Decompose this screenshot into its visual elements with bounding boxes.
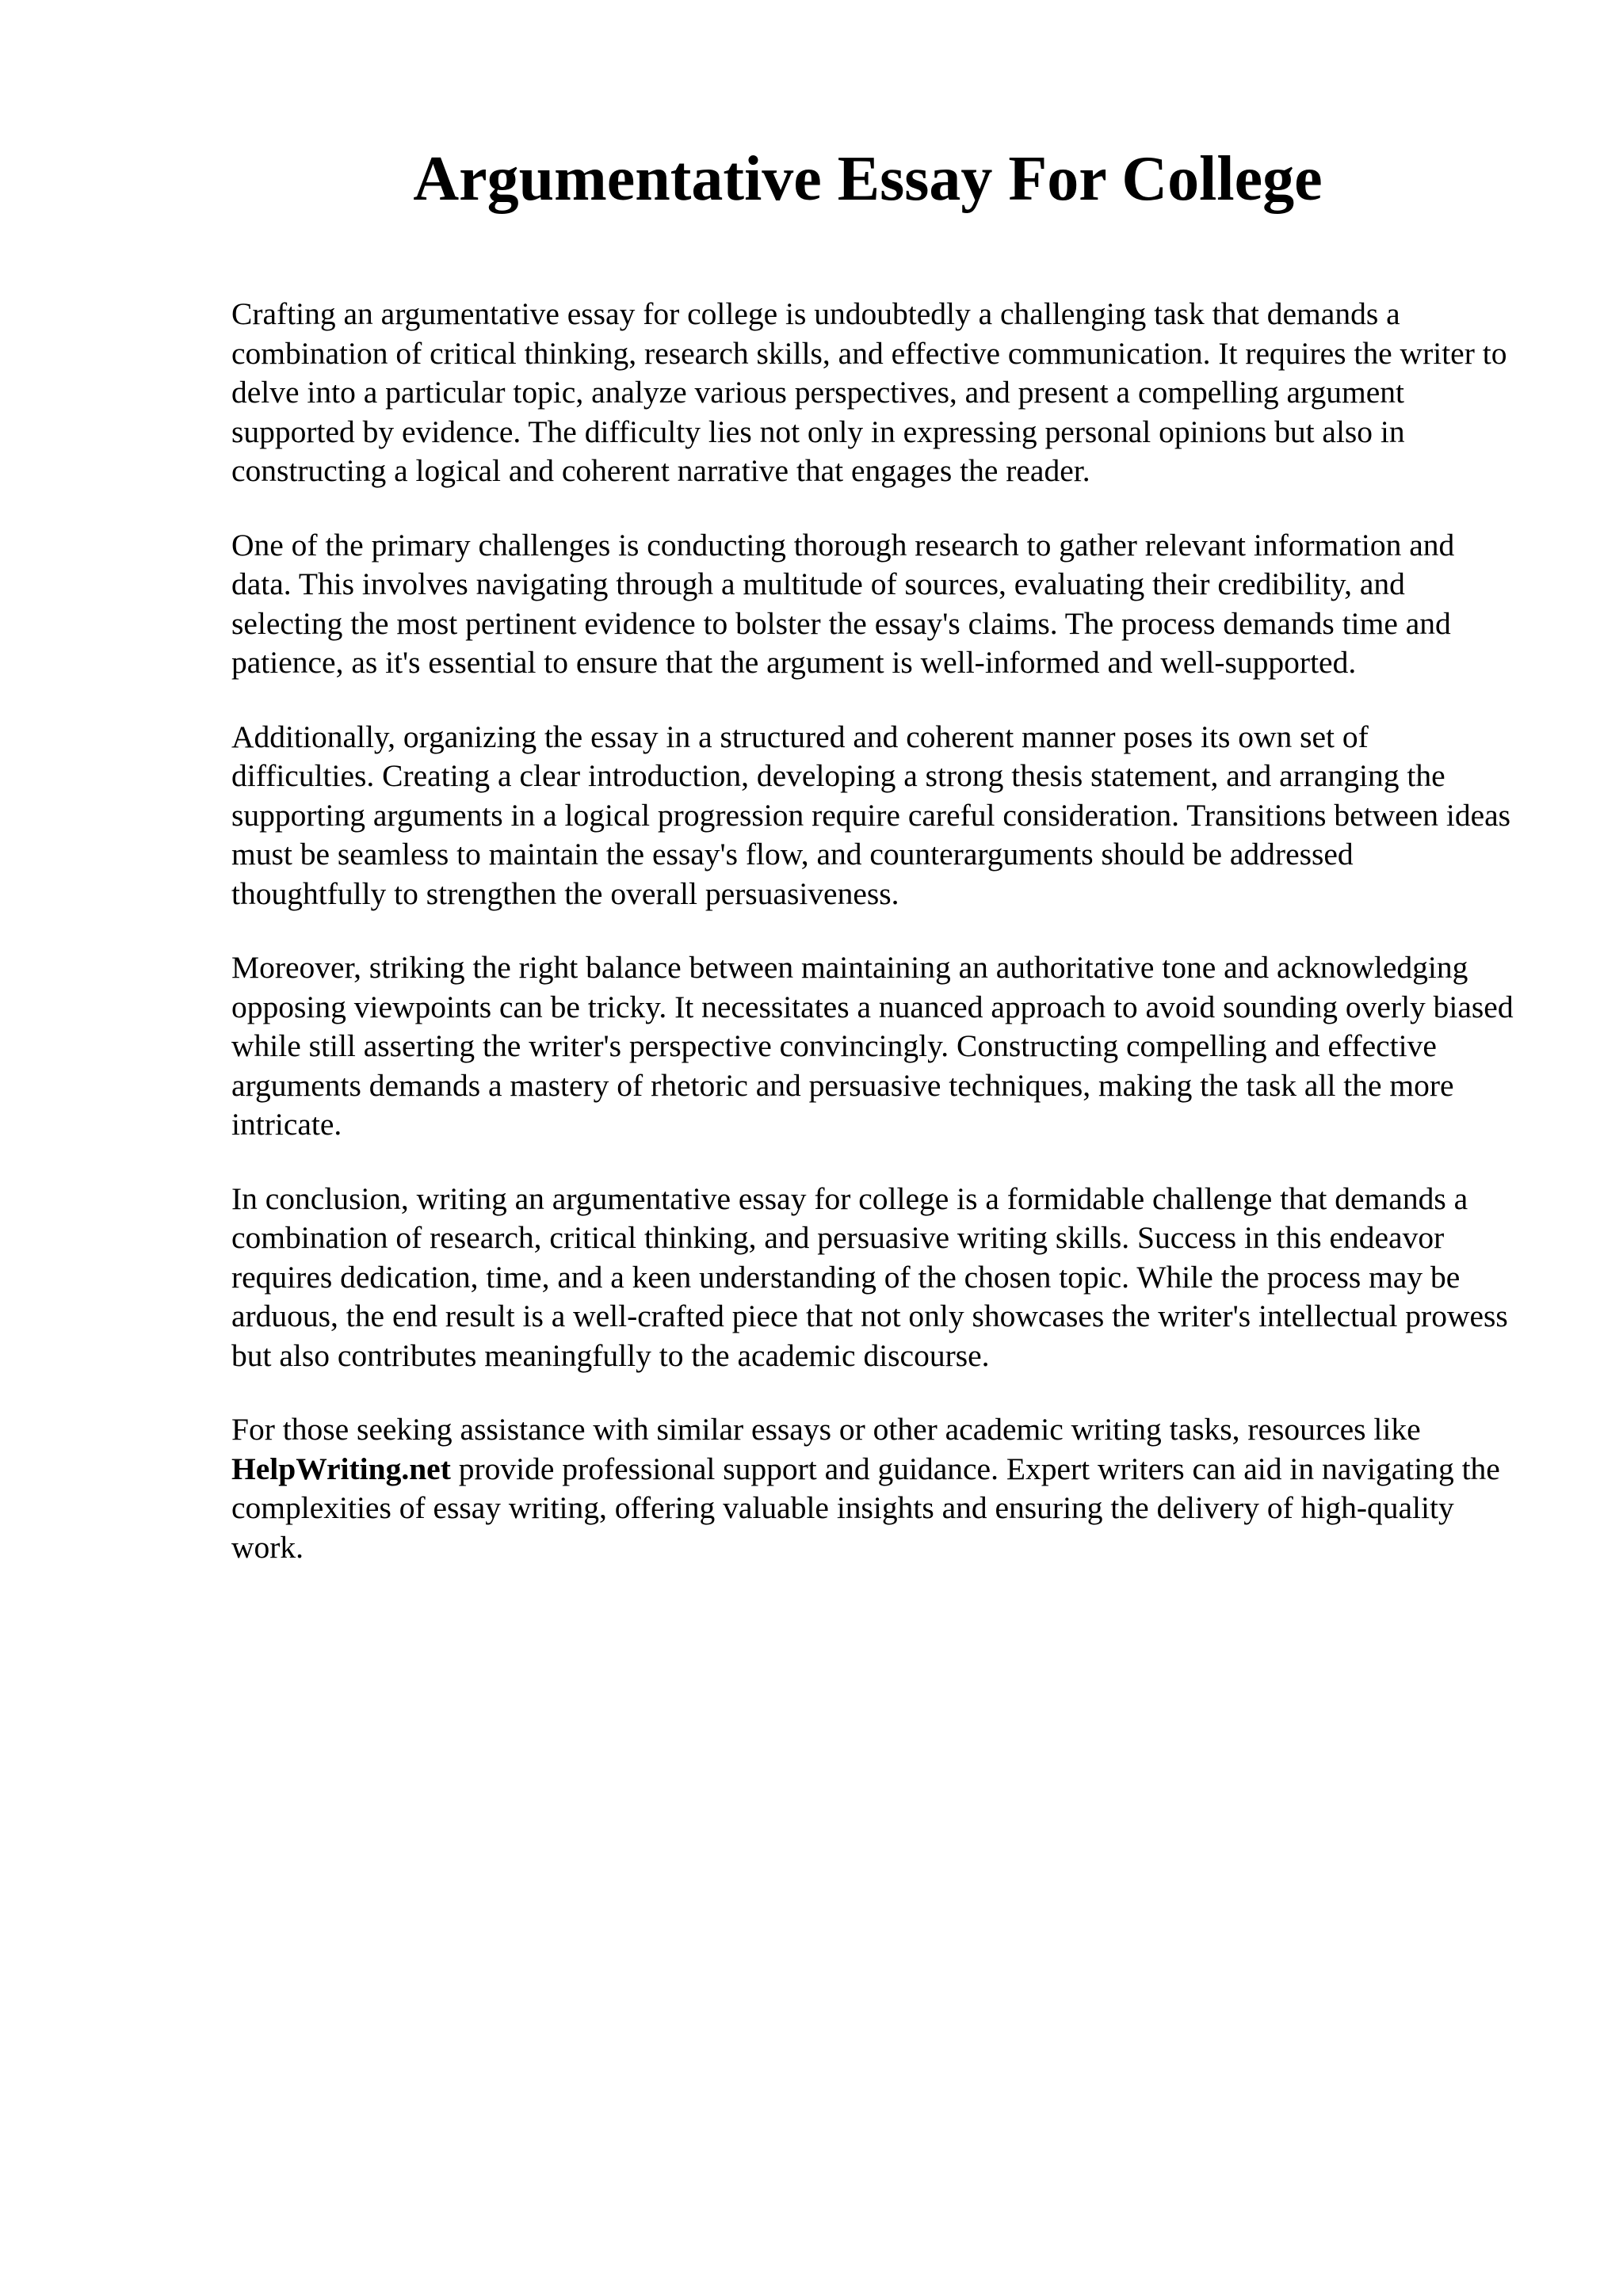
paragraph-intro: Crafting an argumentative essay for college is undoubtedly a challenging task that demands a combination of critical thinking, research skills, and effective communication. It requires the writer to delve into a particular topic, analyze various perspectives, and present a compelling argument supported by evidence. The difficulty lies not only in expressing personal opinions but also in constructing a logical and coherent narrative that engages the reader.: [231, 296, 1507, 488]
paragraph-balance: Moreover, striking the right balance between maintaining an authoritative tone and acknowledging opposing viewpoints can be tricky. It necessitates a nuanced approach to avoid sounding overly biased while still asserting the writer's perspective convincingly. Constructing compelling and effective arguments demands a mastery of rhetoric and persuasive techniques, making the task all the more intricate.: [231, 950, 1514, 1142]
document-body: [231, 295, 1515, 1602]
paragraph-closing: [231, 1410, 1515, 1567]
closing-rest-text: provide professional support and guidance. Expert writers can aid in navigating the complexities of essay writing, offering valuable insights and ensuring the delivery of high-quality work.: [231, 1451, 1500, 1565]
paragraph-research: One of the primary challenges is conducting thorough research to gather relevant information and data. This involves navigating through a multitude of sources, evaluating their credibility, and selecting the most pertinent evidence to bolster the essay's claims. The process demands time and patience, as it's essential to ensure that the argument is well-informed and well-supported.: [231, 527, 1455, 680]
paragraph-conclusion: In conclusion, writing an argumentative essay for college is a formidable challenge that demands a combination of research, critical thinking, and persuasive writing skills. Success in this endeavor requires dedication, time, and a keen understanding of the chosen topic. While the process may be arduous, the end result is a well-crafted piece that not only showcases the writer's intellectual prowess but also contributes meaningfully to the academic discourse.: [231, 1180, 1508, 1373]
closing-lead-text: For those seeking assistance with similar essays or other academic writing tasks, resources like: [231, 1412, 1421, 1447]
document-title: Argumentative Essay For College: [413, 144, 1323, 214]
helpwriting-link[interactable]: HelpWriting.net: [231, 1451, 451, 1486]
paragraph-organization: Additionally, organizing the essay in a structured and coherent manner poses its own set of difficulties. Creating a clear introduction, developing a strong thesis statement, and arranging the supporting arguments in a logical progression require careful consideration. Transitions between ideas must be seamless to maintain the essay's flow, and counterarguments should be addressed thoughtfully to strengthen the overall persuasiveness.: [231, 719, 1511, 911]
